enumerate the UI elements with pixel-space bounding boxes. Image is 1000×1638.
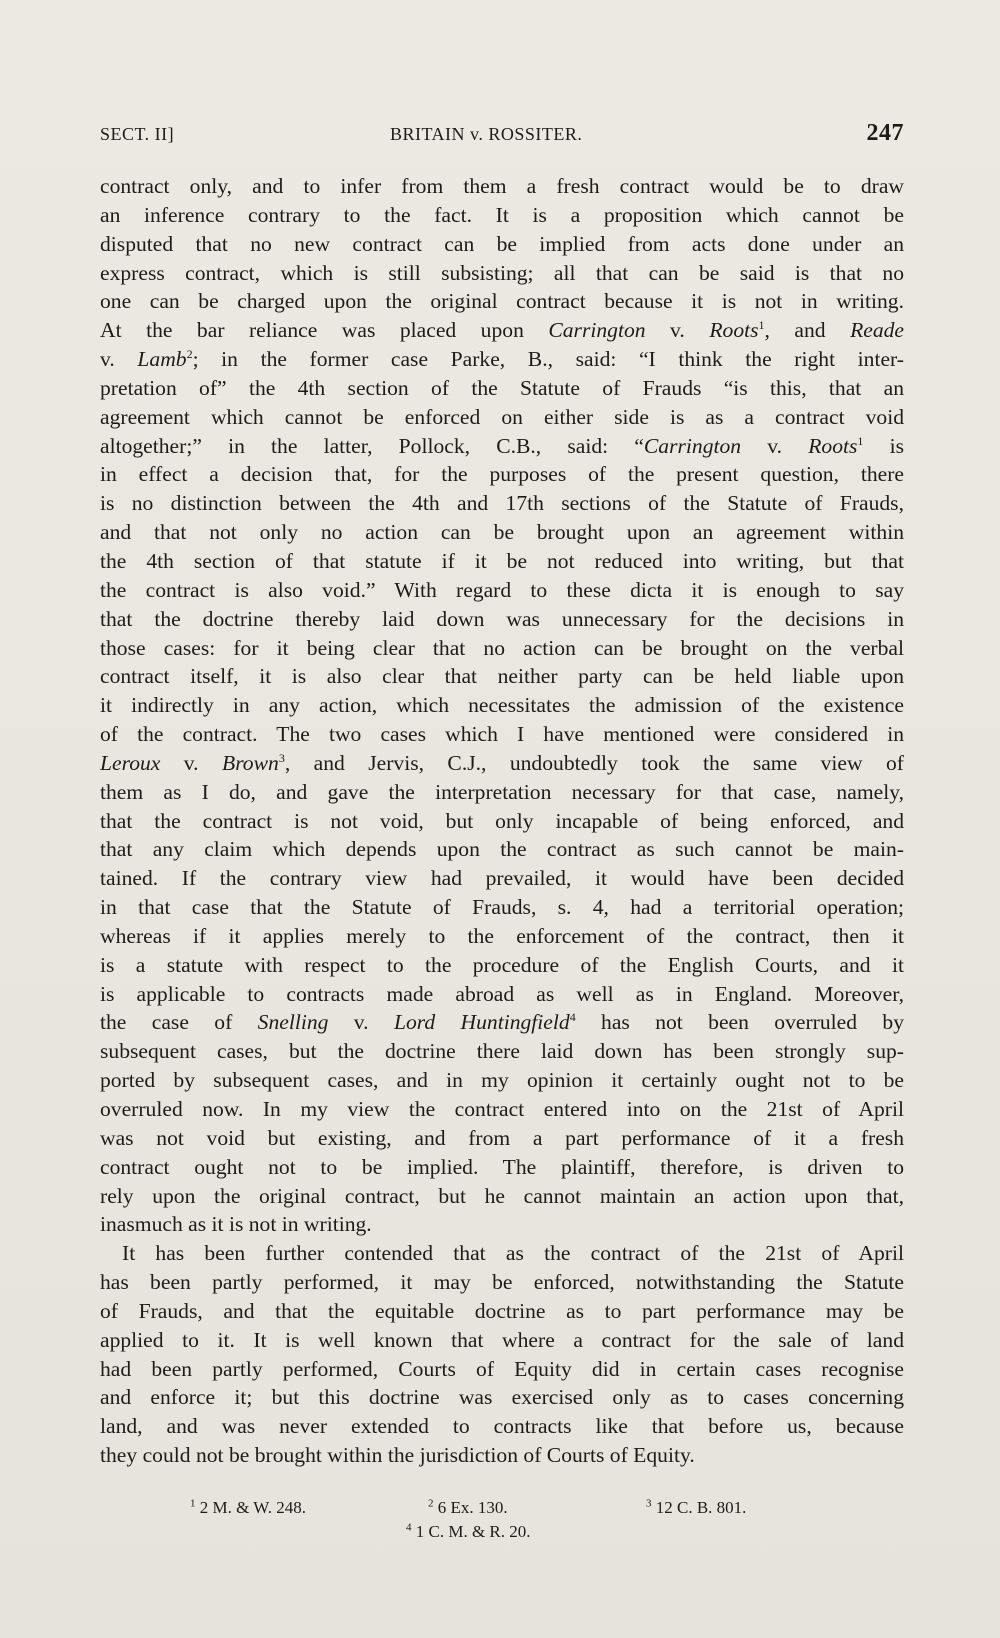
body-text xyxy=(100,172,904,1470)
text-run: those cases: for it being clear that no action can be brought on the verbal xyxy=(100,635,904,660)
text-line xyxy=(100,1182,904,1211)
footnote-mark: 1 xyxy=(190,1497,196,1510)
text-line xyxy=(100,287,904,316)
footnote-ref: 1 xyxy=(857,433,864,448)
text-line xyxy=(100,1441,904,1470)
text-run: an inference contrary to the fact. It is a proposition which cannot be xyxy=(100,202,904,227)
text-line xyxy=(100,1268,904,1297)
footnote-text: 6 Ex. 130. xyxy=(437,1498,508,1517)
text-line xyxy=(100,230,904,259)
text-run: tained. If the contrary view had prevailed, it would have been decided xyxy=(100,866,904,891)
text-run: is applicable to contracts made abroad as well as in England. Moreover, xyxy=(100,981,904,1006)
text-run: overruled now. In my view the contract entered into on the 21st of April xyxy=(100,1097,904,1121)
text-run: pretation of” the 4th section of the Statute of Frauds “is this, that an xyxy=(100,375,904,400)
text-line xyxy=(100,749,904,778)
text-line xyxy=(100,259,904,288)
footnote-ref: 3 xyxy=(278,750,285,765)
text-run: the 4th section of that statute if it be not reduced into writing, but that xyxy=(100,548,904,573)
text-run: subsequent cases, but the doctrine there laid down has been strongly sup- xyxy=(100,1039,904,1064)
text-run: contract ought not to be implied. The plaintiff, therefore, is driven to xyxy=(100,1154,904,1179)
text-run: , and xyxy=(764,318,851,343)
text-run: ; in the former case Parke, B., said: “I think the right inter- xyxy=(192,347,904,372)
text-run: v. xyxy=(160,750,223,775)
text-line xyxy=(100,1153,904,1182)
text-run: and enforce it; but this doctrine was exercised only as to cases concerning xyxy=(100,1385,904,1410)
text-line xyxy=(100,374,904,403)
text-run: whereas if it applies merely to the enforcement of the contract, then it xyxy=(100,923,904,948)
text-run: of Frauds, and that the equitable doctrine as to part performance may be xyxy=(100,1298,904,1323)
section-label: SECT. II] xyxy=(100,124,175,144)
text-line xyxy=(100,432,904,461)
text-line xyxy=(100,922,904,951)
text-run: that any claim which depends upon the contract as such cannot be main- xyxy=(100,837,904,862)
text-run: contract only, and to infer from them a fresh contract would be to draw xyxy=(100,174,904,198)
case-name: Reade xyxy=(850,318,905,343)
text-line xyxy=(100,1383,904,1412)
text-run: has been partly performed, it may be enforced, notwithstanding the Statute xyxy=(100,1270,904,1295)
text-run: express contract, which is still subsisting; all that can be said is that no xyxy=(100,260,904,285)
text-run: they could not be brought within the jurisdiction of Courts of Equity. xyxy=(100,1443,695,1468)
text-line xyxy=(100,345,904,374)
text-line xyxy=(100,1037,904,1066)
case-name: Lord Huntingfield xyxy=(393,1010,570,1035)
case-name: Snelling xyxy=(257,1010,329,1035)
text-line xyxy=(100,605,904,634)
footnote-mark: 2 xyxy=(428,1497,434,1510)
running-header xyxy=(100,122,904,152)
case-name: Roots xyxy=(808,433,858,458)
text-line xyxy=(100,864,904,893)
text-line xyxy=(100,835,904,864)
text-line xyxy=(100,634,904,663)
page-number: 247 xyxy=(866,120,904,146)
text-run: land, and was never extended to contracts like that before us, because xyxy=(100,1414,904,1439)
text-run: agreement which cannot be enforced on either side is as a contract void xyxy=(100,404,904,429)
text-run: was not void but existing, and from a part performance of it a fresh xyxy=(100,1125,904,1150)
case-name: Leroux xyxy=(100,750,161,775)
text-run: and that not only no action can be brought upon an agreement within xyxy=(100,520,904,545)
text-run: v. xyxy=(328,1010,394,1035)
text-run: is no distinction between the 4th and 17th sections of the Statute of Frauds, xyxy=(100,491,904,516)
text-run: has not been overruled by xyxy=(575,1010,904,1035)
footnote-2 xyxy=(428,1496,508,1520)
case-name: Roots xyxy=(709,318,759,343)
text-line xyxy=(100,1095,904,1124)
text-run: disputed that no new contract can be implied from acts done under an xyxy=(100,231,904,256)
text-line xyxy=(100,489,904,518)
text-line xyxy=(100,403,904,432)
text-line xyxy=(100,951,904,980)
text-run: , and Jervis, C.J., undoubtedly took the same view of xyxy=(284,750,904,775)
text-run: it indirectly in any action, which necessitates the admission of the existence xyxy=(100,693,904,718)
text-run: altogether;” in the latter, Pollock, C.B., said: “ xyxy=(100,433,644,458)
footnote-ref: 2 xyxy=(186,346,193,361)
text-run: is xyxy=(863,433,904,458)
case-name: Lamb xyxy=(137,347,187,372)
text-run: At the bar reliance was placed upon xyxy=(100,318,549,343)
text-line xyxy=(100,316,904,345)
footnote-ref: 4 xyxy=(569,1010,576,1025)
text-run: that the doctrine thereby laid down was unnecessary for the decisions in xyxy=(100,606,904,631)
text-line xyxy=(100,691,904,720)
text-line xyxy=(100,1008,904,1037)
text-line xyxy=(100,662,904,691)
text-run: the contract is also void.” With regard to these dicta it is enough to say xyxy=(100,577,904,602)
text-run: the case of xyxy=(100,1010,258,1035)
footnote-text: 1 C. M. & R. 20. xyxy=(415,1522,531,1541)
text-line xyxy=(100,1239,904,1268)
text-run: It has been further contended that as the contract of the 21st of April xyxy=(122,1241,904,1266)
text-run: v. xyxy=(645,318,710,343)
text-line xyxy=(100,1326,904,1355)
text-run: applied to it. It is well known that where a contract for the sale of land xyxy=(100,1327,904,1352)
footnote-1 xyxy=(190,1496,306,1520)
case-name: Carrington xyxy=(643,433,742,458)
text-run: of the contract. The two cases which I have mentioned were considered in xyxy=(100,722,904,747)
text-line xyxy=(100,778,904,807)
footnote-mark: 3 xyxy=(646,1497,652,1510)
text-line xyxy=(100,1297,904,1326)
text-line xyxy=(100,460,904,489)
text-run: in effect a decision that, for the purposes of the present question, there xyxy=(100,462,904,487)
text-line xyxy=(100,1066,904,1095)
text-run: v. xyxy=(100,347,138,372)
case-name: Carrington xyxy=(548,318,646,343)
text-line xyxy=(100,1210,904,1239)
text-line xyxy=(100,201,904,230)
text-run: contract itself, it is also clear that neither party can be held liable upon xyxy=(100,664,904,689)
footnote-mark: 4 xyxy=(406,1521,412,1534)
text-line xyxy=(100,576,904,605)
text-run: is a statute with respect to the procedure of the English Courts, and it xyxy=(100,952,904,977)
text-line xyxy=(100,893,904,922)
text-line xyxy=(100,807,904,836)
footnote-text: 2 M. & W. 248. xyxy=(199,1498,307,1517)
text-run: v. xyxy=(741,433,809,458)
text-run: had been partly performed, Courts of Equity did in certain cases recognise xyxy=(100,1356,904,1381)
text-run: rely upon the original contract, but he cannot maintain an action upon that, xyxy=(100,1183,904,1208)
text-run: in that case that the Statute of Frauds, s. 4, had a territorial operation; xyxy=(100,895,904,920)
footnote-text: 12 C. B. 801. xyxy=(655,1498,747,1517)
footnote-ref: 1 xyxy=(758,318,765,333)
text-line xyxy=(100,518,904,547)
case-name: Brown xyxy=(222,750,279,775)
text-line xyxy=(100,1355,904,1384)
text-line xyxy=(100,980,904,1009)
text-line xyxy=(100,720,904,749)
text-run: inasmuch as it is not in writing. xyxy=(100,1212,372,1237)
text-line xyxy=(100,1412,904,1441)
text-run: them as I do, and gave the interpretation necessary for that case, namely, xyxy=(100,779,904,804)
footnote-4 xyxy=(406,1520,531,1544)
text-line xyxy=(100,547,904,576)
text-run: that the contract is not void, but only incapable of being enforced, and xyxy=(100,808,904,833)
text-run: ported by subsequent cases, and in my opinion it certainly ought not to be xyxy=(100,1068,904,1093)
footnote-3 xyxy=(646,1496,746,1520)
case-title: BRITAIN v. ROSSITER. xyxy=(390,124,583,144)
text-line xyxy=(100,172,904,201)
text-run: one can be charged upon the original contract because it is not in writing. xyxy=(100,289,904,314)
text-line xyxy=(100,1124,904,1153)
